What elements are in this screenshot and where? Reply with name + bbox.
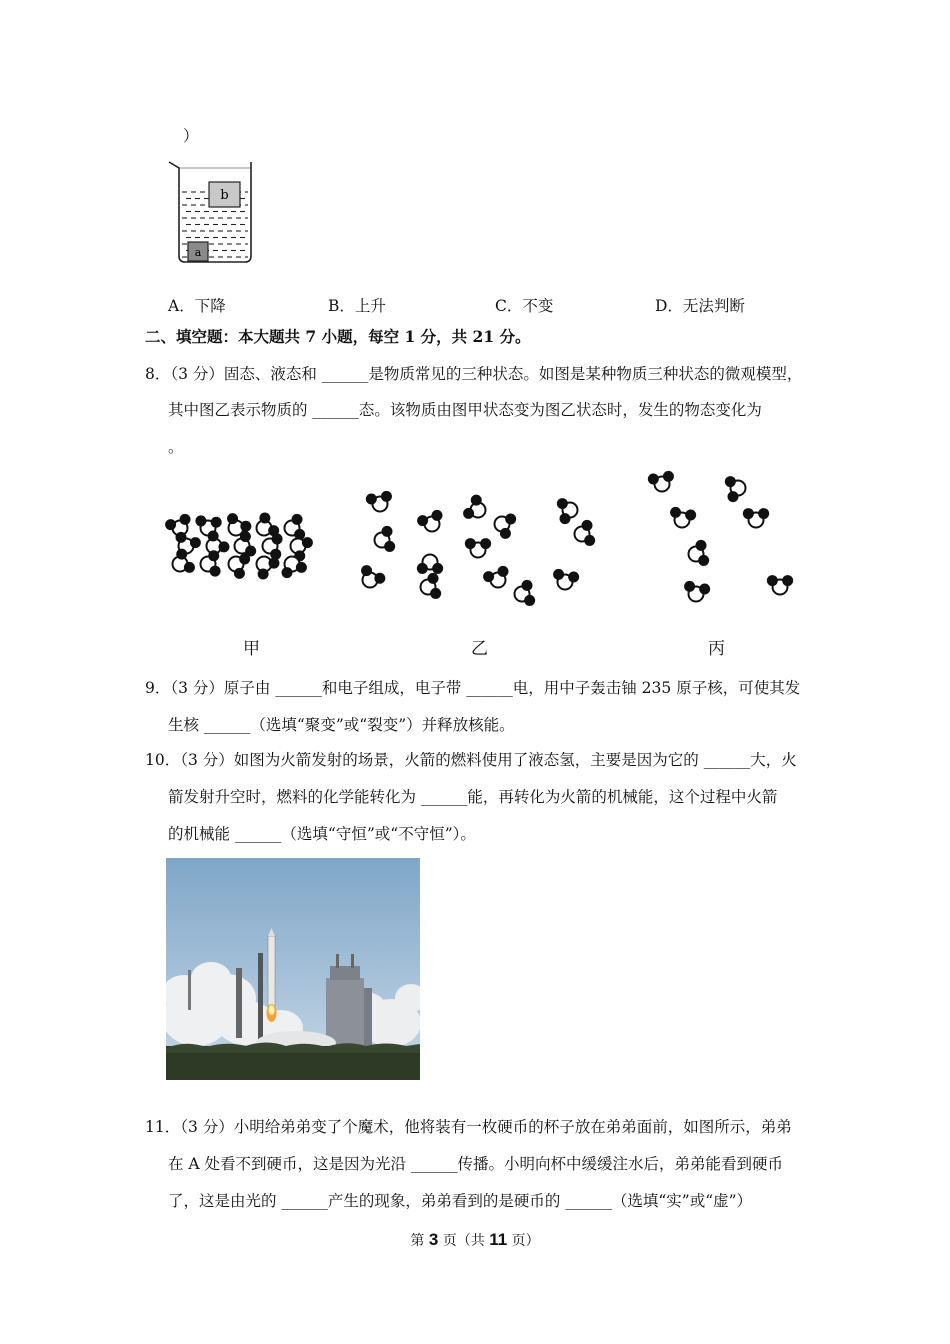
caption-yi: 乙 xyxy=(471,639,488,659)
molecule-atom-black xyxy=(699,584,710,595)
molecule-atom-black xyxy=(480,538,491,549)
molecule-atom-black xyxy=(465,538,476,549)
q8-line-2: 其中图乙表示物质的 ______态。该物质由图甲状态变为图乙状态时，发生的物态变化为 xyxy=(168,401,762,419)
q7-option-c: C．不变 xyxy=(495,297,554,315)
molecule-atom-black xyxy=(670,507,681,518)
molecule-atom-black xyxy=(374,573,385,584)
molecule-atom-black xyxy=(524,595,535,606)
molecule-atom-black xyxy=(240,521,251,532)
q11-line-1: 11．（3 分）小明给弟弟变了个魔术，他将装有一枚硬币的杯子放在弟弟面前，如图所示，弟弟 xyxy=(145,1118,792,1136)
molecule-atom-black xyxy=(432,563,443,574)
molecule-atom-black xyxy=(258,568,269,579)
q7-option-a: A．下降 xyxy=(168,297,226,315)
q10-line-3: 的机械能 ______（选填“守恒”或“不守恒”）。 xyxy=(168,825,476,843)
molecule-atom-black xyxy=(505,514,516,525)
molecule-atom-black xyxy=(684,581,695,592)
molecule-atom-black xyxy=(184,562,195,573)
molecule-atom-black xyxy=(384,541,395,552)
molecule-atom-black xyxy=(743,508,754,519)
molecule-atom-black xyxy=(758,508,769,519)
molecule-atom-black xyxy=(463,508,474,519)
molecule-atom-black xyxy=(471,495,482,506)
molecule-atom-black xyxy=(176,532,187,543)
molecule-atom-black xyxy=(663,471,674,482)
footer-page-number: 3 xyxy=(428,1230,439,1249)
q7-option-d: D．无法判断 xyxy=(655,297,745,315)
molecule-atom-black xyxy=(268,558,279,569)
q10-line-2: 箭发射升空时，燃料的化学能转化为 ______能，再转化为火箭的机械能，这个过程中火箭 xyxy=(168,788,778,806)
molecule-atom-black xyxy=(302,537,313,548)
molecule-atom-black xyxy=(180,514,191,525)
q7-option-b: B．上升 xyxy=(328,297,386,315)
caption-bing: 丙 xyxy=(708,639,725,659)
molecule-atom-black xyxy=(259,513,270,524)
molecule-atom-black xyxy=(696,540,707,551)
molecule-atom-black xyxy=(239,554,250,565)
molecule-atom-black xyxy=(582,520,593,531)
molecule-atom-black xyxy=(432,510,443,521)
q8-line-3: 。 xyxy=(168,438,184,456)
q9-line-2: 生核 ______（选填“聚变”或“裂变”）并释放核能。 xyxy=(168,716,515,734)
molecule-atom-black xyxy=(553,569,564,580)
molecule-atom-black xyxy=(728,491,739,502)
molecule-atom-black xyxy=(483,571,494,582)
molecule-atom-black xyxy=(417,515,428,526)
block-b-label: b xyxy=(220,188,229,203)
molecule-atom-black xyxy=(685,510,696,521)
molecule-atom-black xyxy=(208,531,219,542)
molecule-atom-black xyxy=(272,533,283,544)
molecule-atom-black xyxy=(282,567,293,578)
molecule-atom-black xyxy=(292,514,303,525)
molecule-atom-black xyxy=(382,526,393,537)
molecule-atom-black xyxy=(698,555,709,566)
footer-prefix: 第 xyxy=(410,1233,429,1249)
q7-closing-paren: ） xyxy=(183,127,199,145)
q8-line-1: 8．（3 分）固态、液态和 ______是物质常见的三种状态。如图是某种物质三种状态的微观模型， xyxy=(145,365,803,383)
gas-state-model xyxy=(648,471,793,602)
q10-line-1: 10．（3 分）如图为火箭发射的场景，火箭的燃料使用了液态氢，主要是因为它的 ______大，火 xyxy=(145,751,797,769)
q9-line-1: 9．（3 分）原子由 ______和电子组成，电子带 ______电，用中子轰击铀 235 原子核，可使其发 xyxy=(145,679,801,697)
molecule-atom-black xyxy=(767,575,778,586)
block-a-label: a xyxy=(194,246,202,259)
molecule-atom-black xyxy=(428,573,439,584)
liquid-state-model xyxy=(361,491,595,606)
molecule-atom-black xyxy=(296,562,307,573)
molecule-atom-black xyxy=(381,491,392,502)
molecule-atom-black xyxy=(218,541,229,552)
section-heading: 二、填空题：本大题共 7 小题，每空 1 分，共 21 分。 xyxy=(145,327,531,346)
molecule-atom-black xyxy=(557,498,568,509)
molecule-atom-black xyxy=(208,550,219,561)
caption-jia: 甲 xyxy=(243,639,260,659)
molecule-atom-black xyxy=(725,476,736,487)
footer-middle: 页（共 xyxy=(438,1233,490,1249)
molecule-atom-black xyxy=(498,566,509,577)
molecule-atom-black xyxy=(227,513,238,524)
molecule-atom-black xyxy=(211,517,222,528)
molecule-atom-black xyxy=(240,531,251,542)
solid-state-model xyxy=(165,513,313,580)
q11-line-2: 在 A 处看不到硬币，这是因为光沿 ______传播。小明向杯中缓缓注水后，弟弟能看到硬币 xyxy=(168,1155,783,1173)
molecule-atom-black xyxy=(417,563,428,574)
molecule-atom-black xyxy=(648,474,659,485)
molecule-atom-black xyxy=(500,528,511,539)
footer-total-pages: 11 xyxy=(489,1230,508,1249)
molecule-atom-black xyxy=(234,568,245,579)
molecule-atom-black xyxy=(165,519,176,530)
molecule-atom-black xyxy=(176,549,187,560)
molecule-atom-black xyxy=(782,575,793,586)
page-footer xyxy=(0,1230,950,1250)
rocket-launch-photo xyxy=(166,858,420,1080)
molecule-atom-black xyxy=(361,565,372,576)
molecule-atom-black xyxy=(584,535,595,546)
molecule-atom-black xyxy=(210,566,221,577)
molecule-atom-black xyxy=(522,580,533,591)
molecule-atom-black xyxy=(560,513,571,524)
beaker-figure xyxy=(165,158,265,268)
molecule-atom-black xyxy=(568,572,579,583)
q11-line-3: 了，这是由光的 ______产生的现象，弟弟看到的是硬币的 ______（选填“实”或“虚”） xyxy=(168,1192,753,1210)
footer-suffix: 页） xyxy=(507,1233,540,1249)
molecule-models-figure xyxy=(160,462,800,622)
molecule-atom-black xyxy=(430,588,441,599)
molecule-atom-black xyxy=(366,494,377,505)
molecule-atom-black xyxy=(190,537,201,548)
molecule-atom-black xyxy=(195,515,206,526)
